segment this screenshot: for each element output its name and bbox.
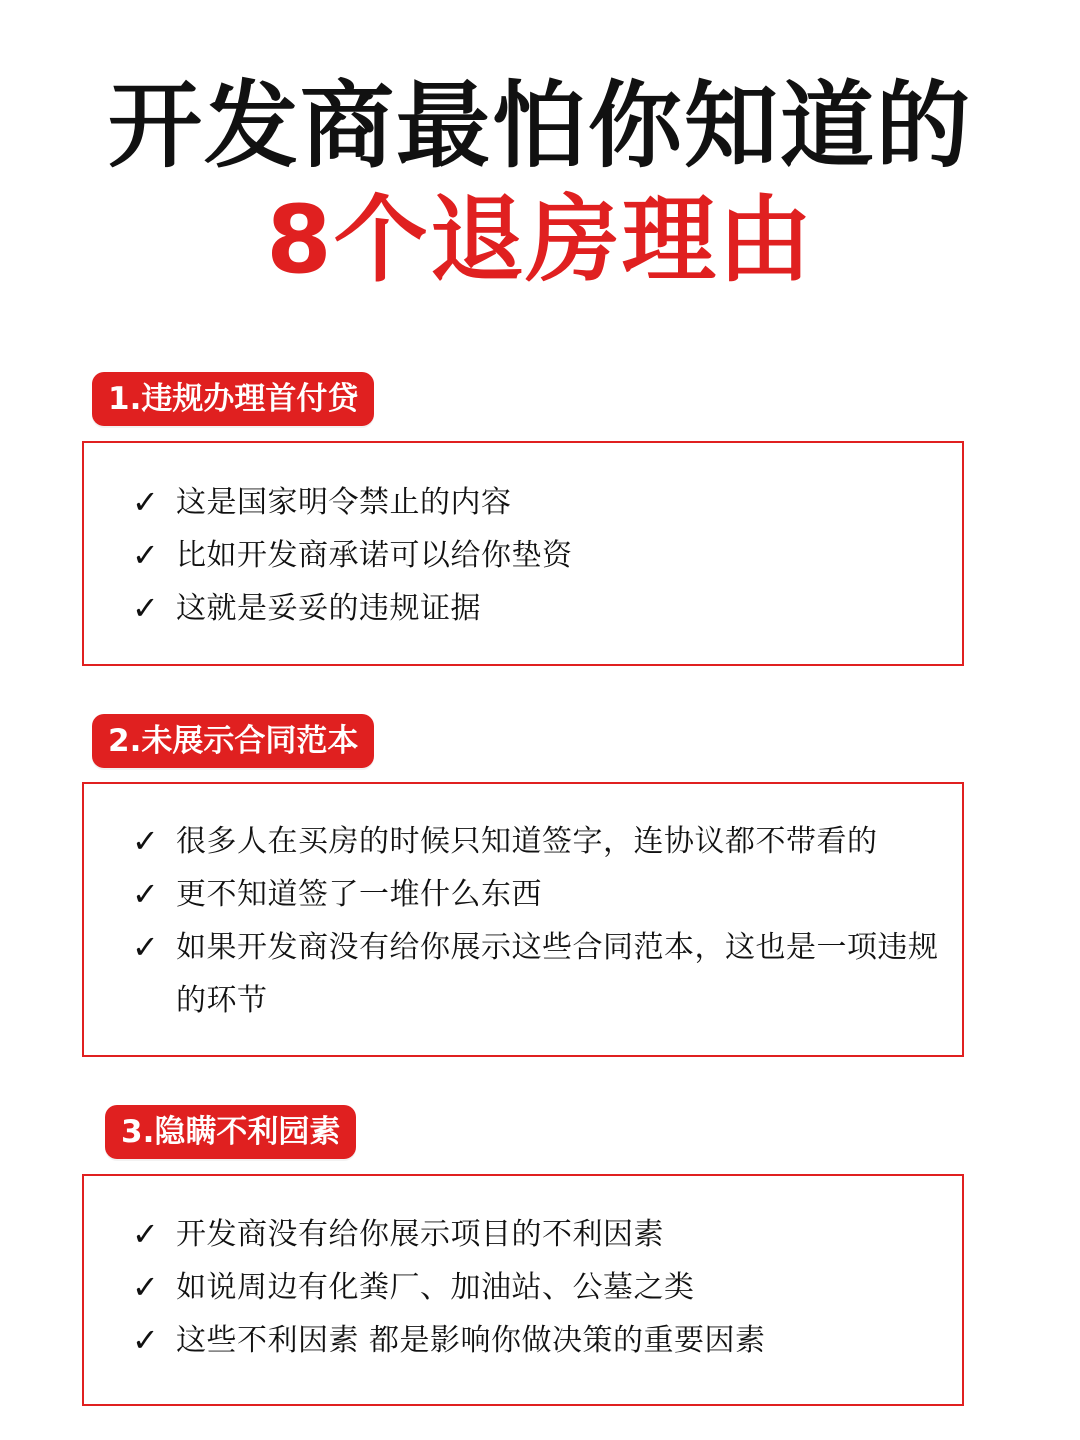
section-3-box (82, 1174, 964, 1406)
list-item-text: 很多人在买房的时候只知道签字，连协议都不带看的 (176, 824, 878, 859)
section-3-tag: 3.隐瞒不利园素 (105, 1105, 356, 1159)
page-title-line-1: 开发商最怕你知道的 (107, 72, 972, 181)
list-item-text: 更不知道签了一堆什么东西 (176, 877, 542, 912)
list-item (132, 529, 942, 582)
list-item (132, 921, 944, 1027)
section-1-box (82, 441, 964, 666)
list-item-text: 这些不利因素 都是影响你做决策的重要因素 (176, 1323, 766, 1358)
list-item (132, 582, 942, 635)
list-item-text: 如说周边有化粪厂、加油站、公墓之类 (176, 1270, 695, 1305)
check-icon: ✓ (132, 536, 159, 574)
section-1-tag: 1.违规办理首付贷 (92, 372, 374, 426)
list-item (132, 868, 942, 921)
check-icon: ✓ (132, 589, 159, 627)
list-item-text: 比如开发商承诺可以给你垫资 (176, 538, 573, 573)
list-item (132, 1261, 942, 1314)
list-item-text: 如果开发商没有给你展示这些合同范本，这也是一项违规的环节 (176, 930, 939, 1018)
check-icon: ✓ (132, 1321, 159, 1359)
list-item-text: 这是国家明令禁止的内容 (176, 485, 512, 520)
check-icon: ✓ (132, 1268, 159, 1306)
list-item (132, 476, 942, 529)
list-item (132, 1208, 942, 1261)
check-icon: ✓ (132, 483, 159, 521)
section-2-box (82, 782, 964, 1057)
list-item-text: 这就是妥妥的违规证据 (176, 591, 481, 626)
check-icon: ✓ (132, 875, 159, 913)
check-icon: ✓ (132, 1215, 159, 1253)
check-icon: ✓ (132, 928, 159, 966)
list-item-text: 开发商没有给你展示项目的不利因素 (176, 1217, 664, 1252)
page-title-line-2: 8个退房理由 (266, 186, 814, 295)
list-item (132, 815, 942, 868)
check-icon: ✓ (132, 822, 159, 860)
list-item (132, 1314, 942, 1367)
section-2-tag: 2.未展示合同范本 (92, 714, 374, 768)
